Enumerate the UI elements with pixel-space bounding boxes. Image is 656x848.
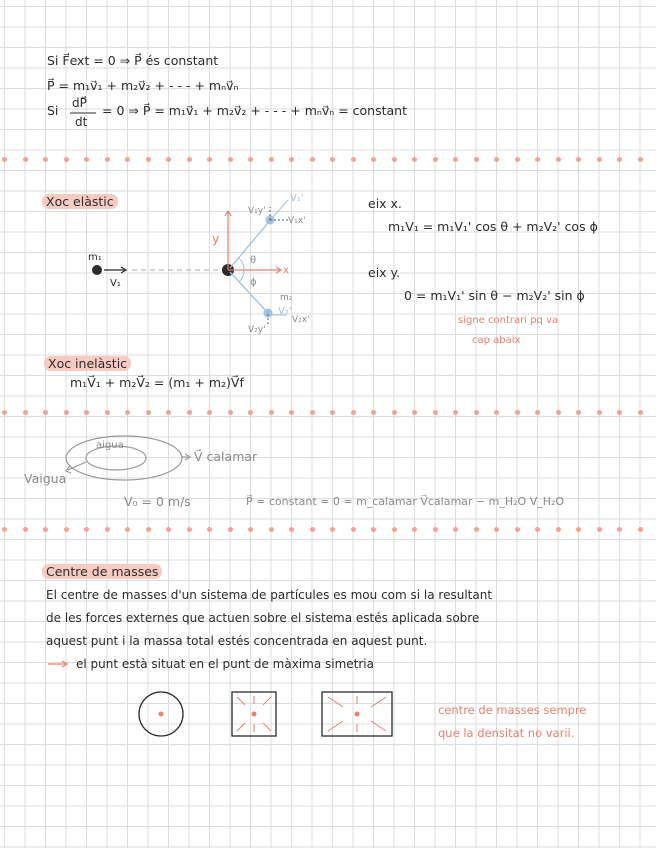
- axis-x-label: eix x.: [368, 196, 402, 211]
- momentum-fraction-numerator: dP⃗: [72, 96, 87, 110]
- v1-prime-label: V₁': [290, 193, 304, 204]
- momentum-line-3-prefix: Si: [47, 103, 59, 118]
- initial-velocity: V₀ = 0 m/s: [124, 494, 191, 509]
- water-velocity-label: Vaigua: [24, 471, 67, 486]
- mass1-label: m₁: [88, 252, 102, 263]
- center-paragraph-line-2: de les forces externes que actuen sobre el sistema estés aplicada sobre: [46, 611, 480, 625]
- center-note-line-1: centre de masses sempre: [438, 703, 587, 717]
- momentum-line-2: P⃗ = m₁v⃗₁ + m₂v⃗₂ + - - - + mₙv⃗ₙ: [47, 78, 239, 93]
- momentum-line-1: Si F⃗ext = 0 ⇒ P⃗ és constant: [47, 53, 219, 68]
- momentum-line-3: = 0 ⇒ P⃗ = m₁v⃗₁ + m₂v⃗₂ + - - - + mₙv⃗ₙ = constant: [102, 103, 408, 118]
- inelastic-heading: Xoc inelàstic: [44, 357, 131, 371]
- water-inner-label: aigua: [96, 440, 124, 451]
- squid-momentum-equation: P⃗ = constant = 0 = m_calamar V⃗calamar − m_H₂O V_H₂O: [246, 495, 565, 508]
- mass2-label: m₂: [280, 293, 293, 303]
- sign-note-line-2: cap abaix: [472, 335, 521, 346]
- center-paragraph-line-1: El centre de masses d'un sistema de partícules es mou com si la resultant: [46, 588, 493, 602]
- axis-x-equation: m₁V₁ = m₁V₁' cos θ + m₂V₂' cos ϕ: [388, 219, 598, 234]
- v2y-prime-label: V₂y': [248, 325, 266, 335]
- v2-prime-label: V₂': [278, 306, 292, 317]
- v1x-prime-label: V₁x': [288, 216, 306, 226]
- momentum-fraction-denominator: dt: [75, 115, 88, 129]
- theta-label: θ: [250, 255, 257, 266]
- elastic-heading: Xoc elàstic: [42, 195, 118, 209]
- axis-y-equation: 0 = m₁V₁' sin θ − m₂V₂' sin ϕ: [404, 288, 585, 303]
- symmetry-line: el punt està situat en el punt de màxima simetria: [76, 657, 374, 671]
- inelastic-equation: m₁V⃗₁ + m₂V⃗₂ = (m₁ + m₂)V⃗f: [70, 375, 244, 390]
- center-heading: Centre de masses: [42, 565, 162, 579]
- squid-velocity-label: V⃗ calamar: [194, 449, 258, 464]
- phi-label: ϕ: [250, 277, 257, 288]
- x-axis-label: x: [283, 265, 289, 276]
- v1y-prime-label: V₁y': [248, 206, 266, 216]
- center-note-line-2: que la densitat no varii.: [438, 726, 575, 740]
- sign-note-line-1: signe contrari pq va: [458, 315, 559, 326]
- center-paragraph-line-3: aquest punt i la massa total estés concentrada en aquest punt.: [46, 634, 428, 648]
- v2x-prime-label: V₂x': [292, 315, 310, 325]
- axis-y-label: eix y.: [368, 265, 401, 280]
- y-axis-label: y: [212, 231, 220, 246]
- velocity1-label: V₁: [110, 278, 121, 289]
